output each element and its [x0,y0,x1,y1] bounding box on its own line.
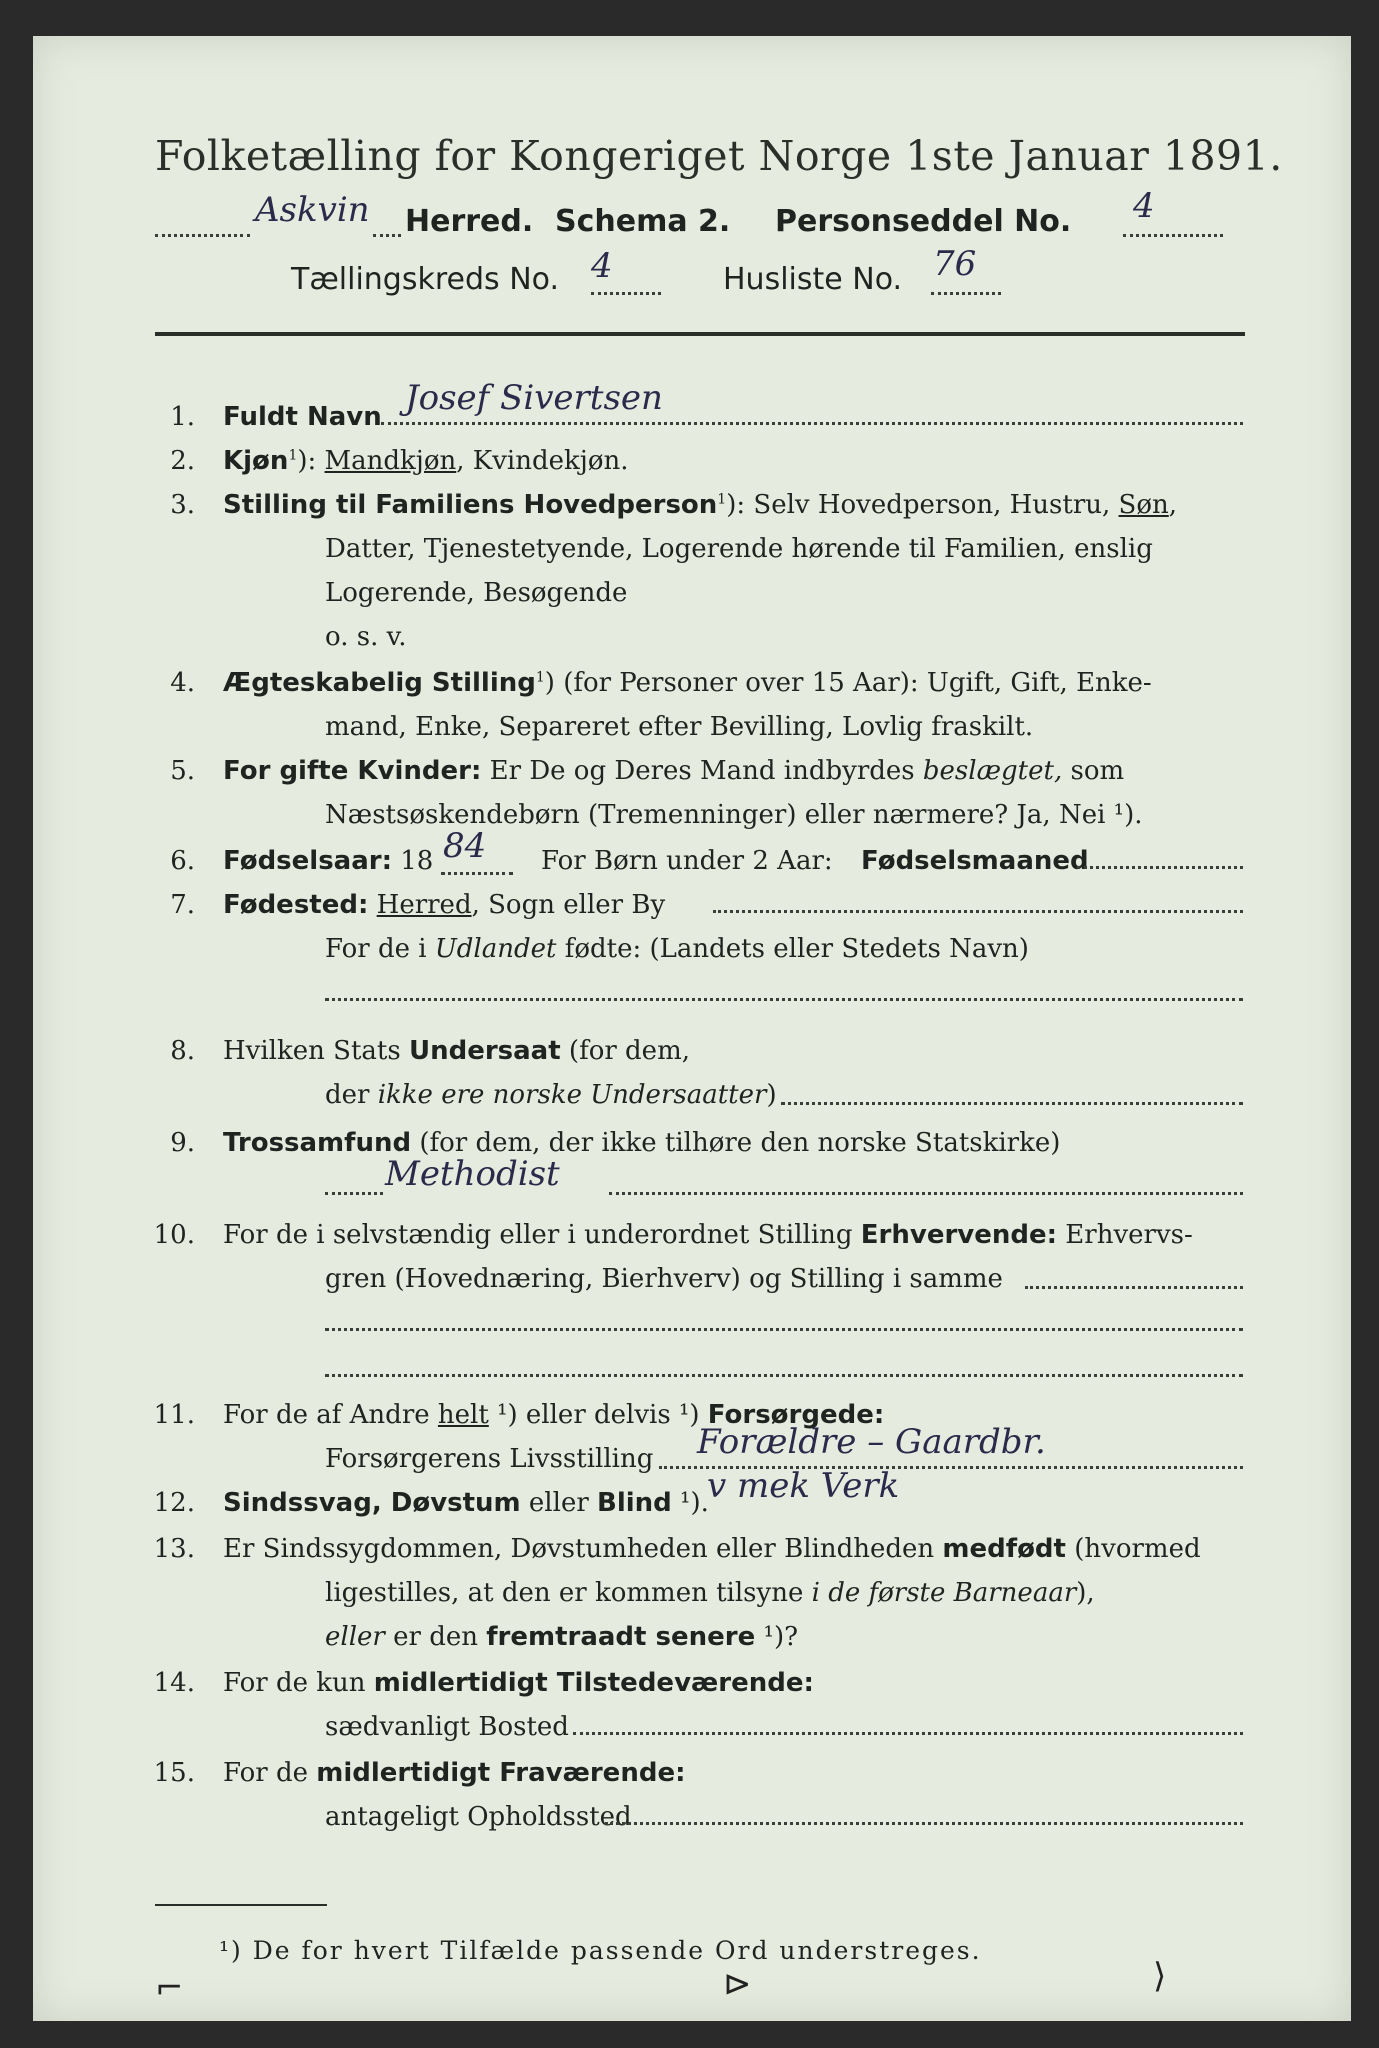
q15-text1: For de [223,1758,317,1788]
q3-line4: o. s. v. [325,622,407,652]
q8-text1: Hvilken Stats [223,1036,409,1066]
q5-line2: Næstsøskendebørn (Tremenninger) eller nærmere? Ja, Nei ¹). [325,800,1143,830]
item-number: 12. [153,1488,195,1518]
q13-line2b: ), [1076,1578,1095,1608]
q1-value: Josef Sivertsen [405,378,663,418]
item-number: 11. [153,1400,195,1430]
q6-prefix: 18 [392,846,434,876]
herred-label: Herred. [405,204,534,239]
q12-text: eller [520,1488,598,1518]
q14-line1 [223,1668,814,1698]
footnote-rule [155,1904,327,1906]
q8-line2b: ) [766,1080,777,1110]
q5-em: beslægtet, [922,756,1063,786]
q12-after: ¹). [671,1488,709,1518]
q4-line1 [223,668,1152,698]
item-number: 1. [170,402,195,432]
q7-dots [713,910,1243,913]
item-number: 13. [153,1534,195,1564]
q8-text2: (for dem, [560,1036,690,1066]
q12-line [223,1488,709,1518]
herred-dots [155,234,250,237]
q9-label: Trossamfund [223,1128,412,1158]
q8-line2 [325,1080,777,1110]
q14-dots [573,1732,1243,1735]
q10-text1: For de i selvstændig eller i underordnet Stilling [223,1220,861,1250]
q11-value: Forældre – Gaardbr. [697,1422,1046,1462]
q13-line3b: ¹)? [755,1622,799,1652]
q2-sup: 1 [288,447,298,464]
q10-line1 [223,1220,1193,1250]
item-number: 10. [153,1220,195,1250]
q13-text2: (hvormed [1065,1534,1201,1564]
q11-line2: Forsørgerens Livsstilling [325,1444,654,1474]
item-number: 9. [170,1128,195,1158]
q3-label: Stilling til Familiens Hovedperson [223,490,718,520]
corner-mark-right: ⟩ [1153,1956,1167,1996]
q15-line2: antageligt Opholdssted [325,1802,632,1832]
q8-label: Undersaat [408,1036,561,1066]
q2-opt-female: , Kvindekjøn. [456,446,629,476]
q10-dots-2 [325,1328,1243,1331]
q6-label2: Fødselsmaaned [861,846,1089,876]
taellingskreds-dots [591,292,661,295]
q11-opt-helt: helt [437,1400,489,1430]
footnote: ¹) De for hvert Tilfælde passende Ord understreges. [219,1936,982,1965]
q7-line1 [223,890,665,920]
q5-label: For gifte Kvinder: [223,756,482,786]
q13-line2em: i de første Barneaar [811,1578,1077,1608]
q6-dots [441,872,513,875]
q11-text1: For de af Andre [223,1400,438,1430]
q2-line [223,446,628,476]
q6-line [223,846,433,876]
item-number: 2. [170,446,195,476]
q7-dots-2 [325,998,1243,1001]
q3-opt-son: Søn [1118,490,1169,520]
q8-line2em: ikke ere norske Undersaatter [377,1080,767,1110]
item-number: 14. [153,1668,195,1698]
q5-text2: som [1062,756,1125,786]
form-title: Folketælling for Kongeriget Norge 1ste Januar 1891. [155,132,1283,180]
q8-dots [781,1102,1243,1105]
q3-line3: Logerende, Besøgende [325,578,628,608]
q1-dots [381,422,1243,425]
husliste-dots [931,292,1001,295]
q5-line1 [223,756,1124,786]
q13-line3a: er den [384,1622,487,1652]
q6-value: 84 [443,826,487,866]
q4-line2: mand, Enke, Separeret efter Bevilling, Lovlig fraskilt. [325,712,1034,742]
taellingskreds-value: 4 [591,246,613,286]
q8-line2a: der [325,1080,378,1110]
taellingskreds-label: Tællingskreds No. [291,262,559,297]
q4-after: ) (for Personer over 15 Aar): Ugift, Gift, Enke- [544,668,1152,698]
item-number: 8. [170,1036,195,1066]
husliste-value: 76 [933,244,977,284]
q5-text1: Er De og Deres Mand indbyrdes [481,756,923,786]
q8-line1 [223,1036,690,1066]
q2-after: ): [297,446,317,476]
schema-label: Schema 2. [555,204,731,239]
q4-sup: 1 [535,669,545,686]
q15-line1 [223,1758,685,1788]
q7-line2em: Udlandet [434,934,557,964]
q7-line2 [325,934,1029,964]
q7-text: , Sogn eller By [471,890,666,920]
q10-label: Erhvervende: [860,1220,1058,1250]
q7-line2a: For de i [325,934,435,964]
q10-line2: gren (Hovednæring, Bierhverv) og Stilling i samme [325,1264,1003,1294]
item-number: 6. [170,846,195,876]
q7-opt-herred: Herred [376,890,472,920]
q12-label2: Blind [597,1488,672,1518]
q7-label: Fødested: [223,890,369,920]
q3-sup: 1 [717,491,727,508]
q3-after: ): Selv Hovedperson, Hustru, [726,490,1111,520]
item-number: 15. [153,1758,195,1788]
q2-opt-male: Mandkjøn [324,446,457,476]
q10-dots-3 [325,1374,1243,1377]
q9-line1 [223,1128,1060,1158]
personseddel-value: 4 [1133,186,1155,226]
item-number: 5. [170,756,195,786]
herred-value: Askvin [255,190,370,230]
q13-line2 [325,1578,1095,1608]
item-number: 3. [170,490,195,520]
q13-line2a: ligestilles, at den er kommen tilsyne [325,1578,812,1608]
q14-line2: sædvanligt Bosted [325,1712,569,1742]
q13-label: medfødt [942,1534,1066,1564]
q12-value: v mek Verk [707,1466,900,1506]
q11-label: Forsørgede: [707,1400,885,1430]
q15-dots [605,1822,1243,1825]
item-number: 4. [170,668,195,698]
corner-mark-left: ⌐ [155,1968,184,2008]
personseddel-label: Personseddel No. [775,204,1072,239]
item-number: 7. [170,890,195,920]
q6-text: For Børn under 2 Aar: [541,846,833,876]
q6-label: Fødselsaar: [223,846,392,876]
q14-text1: For de kun [223,1668,374,1698]
corner-mark-middle: ⊳ [723,1964,752,2004]
q11-text2: ¹) eller delvis ¹) [488,1400,708,1430]
q13-line3label: fremtraadt senere [486,1622,756,1652]
q13-text1: Er Sindssygdommen, Døvstumheden eller Blindheden [223,1534,943,1564]
q9-dots-b [609,1192,1243,1195]
herred-dots-2 [373,234,401,237]
header-rule [155,332,1245,336]
q4-label: Ægteskabelig Stilling [223,668,536,698]
census-form-sheet [33,36,1351,2021]
q3-line1: Stilling til Familiens Hovedperson$^1$): Selv Hovedperson, Hustru, Søn, [223,490,1178,520]
q1-label: Fuldt Navn [223,402,382,432]
q9-dots-a [325,1192,383,1195]
q7-line2b: fødte: (Landets eller Stedets Navn) [556,934,1029,964]
personseddel-dots [1123,234,1223,237]
q13-line3 [325,1622,798,1652]
q10-text2: Erhvervs- [1057,1220,1193,1250]
husliste-label: Husliste No. [723,262,903,297]
q15-label: midlertidigt Fraværende: [316,1758,686,1788]
q14-label: midlertidigt Tilstedeværende: [373,1668,814,1698]
q13-line3em: eller [325,1622,385,1652]
q9-value: Methodist [385,1154,560,1194]
q12-label: Sindssvag, Døvstum [223,1488,521,1518]
q3-line2: Datter, Tjenestetyende, Logerende hørende til Familien, enslig [325,534,1153,564]
q6-dots-2 [1077,866,1243,869]
q2-label: Kjøn [223,446,289,476]
q9-text: (for dem, der ikke tilhøre den norske Statskirke) [411,1128,1061,1158]
q13-line1 [223,1534,1201,1564]
q10-dots-1 [1025,1286,1243,1289]
